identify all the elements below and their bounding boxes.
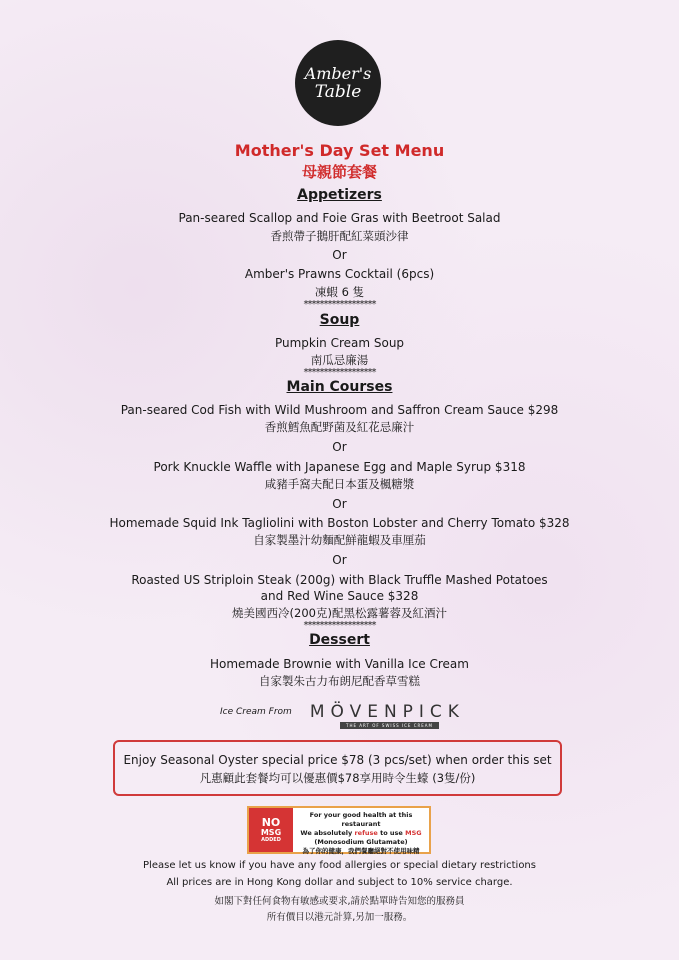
soup-item-en: Pumpkin Cream Soup	[274, 336, 405, 350]
appetizer-1-en: Pan-seared Scallop and Foie Gras with Beetroot Salad	[178, 211, 501, 225]
oyster-offer-zh: 凡惠顧此套餐均可以優惠價$78享用時令生蠔 (3隻/份)	[199, 771, 476, 785]
appetizers-heading: Appetizers	[297, 187, 382, 203]
soup-item-zh: 南瓜忌廉湯	[310, 353, 369, 367]
footer-allergy-en: Please let us know if you have any food allergies or special dietary restrictions	[143, 860, 536, 871]
restaurant-logo	[295, 40, 381, 126]
no-msg-line-2b: refuse	[354, 829, 378, 837]
no-msg-text	[293, 808, 429, 855]
ice-cream-label: Ice Cream From	[220, 707, 292, 717]
no-msg-badge-msg: MSG	[260, 828, 282, 837]
main-courses-heading: Main Courses	[286, 379, 393, 395]
divider-2: ******************	[303, 367, 376, 378]
appetizer-2-en: Amber's Prawns Cocktail (6pcs)	[244, 267, 435, 281]
no-msg-line-2c: to use	[377, 829, 406, 837]
dessert-heading: Dessert	[309, 632, 370, 648]
menu-title-en: Mother's Day Set Menu	[234, 141, 445, 160]
footer-price-en: All prices are in Hong Kong dollar and subject to 10% service charge.	[166, 877, 513, 888]
movenpick-logo: MÖVENPICK	[309, 702, 465, 722]
main-or-1: Or	[332, 440, 347, 454]
main-4-en-line-1: Roasted US Striploin Steak (200g) with Black Truffle Mashed Potatoes	[131, 573, 548, 587]
main-3-zh: 自家製墨汁幼麵配鮮龍蝦及車厘茄	[253, 533, 426, 547]
no-msg-line-4: 為了你的健康，我們餐廳絕對不使用味精	[302, 847, 420, 855]
appetizer-2-zh: 凍蝦 6 隻	[314, 285, 365, 299]
appetizer-or: Or	[332, 248, 347, 262]
main-1-zh: 香煎鱈魚配野菌及紅花忌廉汁	[264, 420, 415, 434]
appetizer-1-zh: 香煎帶子鵝肝配紅菜頭沙律	[270, 229, 409, 243]
no-msg-line-3: (Monosodium Glutamate)	[314, 838, 408, 846]
menu-title-zh: 母親節套餐	[301, 163, 377, 181]
footer-allergy-zh: 如閣下對任何食物有敏感或要求,請於點單時告知您的服務員	[214, 896, 465, 907]
no-msg-badge-added: ADDED	[261, 837, 281, 843]
main-2-zh: 咸豬手窩夫配日本蛋及楓糖漿	[264, 477, 415, 491]
main-or-3: Or	[332, 553, 347, 567]
oyster-offer-en: Enjoy Seasonal Oyster special price $78 (3 pcs/set) when order this set	[123, 753, 552, 767]
no-msg-line-2	[293, 829, 429, 838]
main-2-en: Pork Knuckle Waffle with Japanese Egg and Maple Syrup $318	[153, 460, 526, 474]
dessert-item-zh: 自家製朱古力布朗尼配香草雪糕	[259, 674, 420, 688]
no-msg-badge-no: NO	[261, 816, 281, 829]
divider-3: ******************	[303, 620, 376, 631]
movenpick-tagline: THE ART OF SWISS ICE CREAM	[340, 722, 439, 729]
no-msg-badge	[249, 808, 293, 852]
no-msg-line-2d: MSG	[405, 829, 422, 837]
dessert-item-en: Homemade Brownie with Vanilla Ice Cream	[210, 657, 469, 671]
main-1-en: Pan-seared Cod Fish with Wild Mushroom and Saffron Cream Sauce $298	[120, 403, 559, 417]
main-4-en-line-2: and Red Wine Sauce $328	[260, 589, 419, 603]
main-3-en: Homemade Squid Ink Tagliolini with Boston Lobster and Cherry Tomato $328	[109, 516, 570, 530]
no-msg-line-1: For your good health at this restaurant	[309, 811, 413, 828]
ice-cream-credit	[220, 702, 465, 728]
oyster-offer-box	[113, 740, 562, 796]
main-4-zh: 燒美國西冷(200克)配黑松露薯蓉及紅酒汁	[232, 606, 447, 620]
logo-line-2: Table	[314, 81, 362, 102]
no-msg-notice	[247, 806, 431, 854]
footer-price-zh: 所有價目以港元計算,另加一服務。	[266, 912, 413, 923]
logo-line-1: Amber's	[304, 63, 372, 83]
no-msg-line-2a: We absolutely	[300, 829, 355, 837]
main-or-2: Or	[332, 497, 347, 511]
divider-1: ******************	[303, 299, 376, 310]
soup-heading: Soup	[319, 312, 360, 328]
